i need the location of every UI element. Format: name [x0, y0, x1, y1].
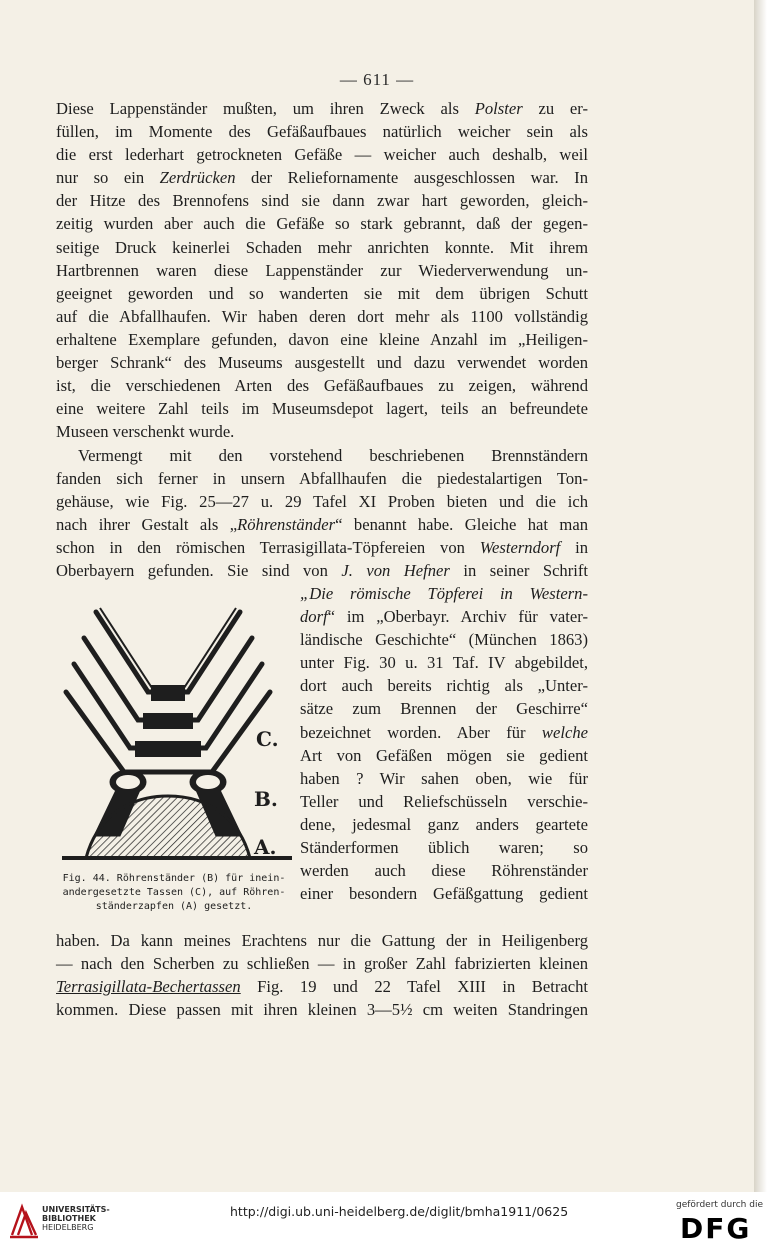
text-line: der Hitze des Brennofens sind sie dann zwar hart geworden, gleich- — [56, 191, 588, 211]
text-line: Vermengt mit den vorstehend beschriebenen Brennständern — [78, 445, 588, 465]
text-line: eine weitere Zahl teils im Museumsdepot lagert, teils an befreundete — [56, 399, 588, 419]
label-c: C. — [256, 727, 279, 751]
text-line: Museen verschenkt wurde. — [56, 422, 235, 442]
figure-caption — [52, 872, 296, 914]
label-a: A. — [254, 835, 277, 859]
text-line: ländische Geschichte“ (München 1863) — [300, 630, 588, 650]
text-line: Hartbrennen waren diese Lappenständer zur Wiederverwendung un- — [56, 260, 588, 280]
text-line: gehäuse, wie Fig. 25—27 u. 29 Tafel XI Proben bieten und die ich — [56, 491, 588, 511]
dfg-logo[interactable]: DFG — [680, 1212, 752, 1245]
text-line: dort auch bereits richtig als „Unter- — [300, 676, 588, 696]
paragraph-2-wrap — [300, 582, 588, 905]
text-line: haben ? Wir sahen oben, wie für — [300, 768, 588, 788]
text-line: zeitig wurden aber auch die Gefäße so stark gebrannt, daß der gegen- — [56, 214, 588, 234]
text-line: berger Schrank“ des Museums ausgestellt und dazu verwendet worden — [56, 353, 588, 373]
paragraph-3 — [56, 929, 588, 1021]
page-number: — 611 — — [339, 70, 415, 89]
caption-line: Fig. 44. Röhrenständer (B) für inein- — [62, 873, 286, 884]
caption-line: andergesetzte Tassen (C), auf Röhren- — [62, 887, 286, 898]
page-edge-shadow — [754, 0, 767, 1192]
text-line: füllen, im Momente des Gefäßaufbaues natürlich weicher sein als — [56, 122, 588, 142]
text-line: einer besondern Gefäßgattung gedient — [300, 884, 588, 904]
text-line: nur so ein Zerdrücken der Reliefornamente ausgeschlossen war. In — [56, 168, 588, 188]
figure-44-illustration — [56, 600, 296, 870]
text-line: werden auch diese Röhrenständer — [300, 861, 588, 881]
text-line: nach ihrer Gestalt als „Röhrenständer“ benannt habe. Gleiche hat man — [56, 514, 588, 534]
text-line: unter Fig. 30 u. 31 Taf. IV abgebildet, — [300, 653, 588, 673]
text-line: Teller und Reliefschüsseln verschie- — [300, 791, 588, 811]
text-line: Ständerformen üblich waren; so — [300, 838, 588, 858]
caption-line: ständerzapfen (A) gesetzt. — [95, 901, 253, 912]
text-line: dorf“ im „Oberbayr. Archiv für vater- — [300, 607, 588, 627]
text-line: — nach den Scherben zu schließen — in großer Zahl fabrizierten kleinen — [56, 954, 588, 974]
text-line: Diese Lappenständer mußten, um ihren Zweck als Polster zu er- — [56, 99, 588, 118]
permalink-url[interactable]: http://digi.ub.uni-heidelberg.de/diglit/bmha1911/0625 — [230, 1204, 569, 1219]
text-line: Art von Gefäßen mögen sie gedient — [300, 745, 588, 765]
text-line: geeignet geworden und so wanderten sie mit dem übrigen Schutt — [56, 283, 588, 303]
text-line: Terrasigillata-Bechertassen Fig. 19 und 22 Tafel XIII in Betracht — [56, 977, 588, 997]
library-name-line: HEIDELBERG — [42, 1223, 94, 1232]
text-line: haben. Da kann meines Erachtens nur die Gattung der in Heiligenberg — [56, 931, 588, 950]
text-line: fanden sich ferner in unsern Abfallhaufen die piedestalartigen Ton- — [56, 468, 588, 488]
sponsor-label: gefördert durch die — [676, 1200, 763, 1210]
text-line: dene, jedesmal ganz anders geartete — [300, 814, 588, 834]
label-b: B. — [254, 787, 278, 811]
text-line: ist, die verschiedenen Arten des Gefäßaufbaues zu zeigen, während — [56, 376, 588, 396]
library-name-line: UNIVERSITÄTS- — [42, 1205, 110, 1214]
text-line: die erst lederhart getrockneten Gefäße — weicher auch deshalb, weil — [56, 145, 588, 165]
text-line: kommen. Diese passen mit ihren kleinen 3—5½ cm weiten Standringen — [56, 1000, 588, 1020]
text-line: auf die Abfallhaufen. Wir haben deren dort mehr als 1100 vollständig — [56, 306, 588, 326]
library-name-line: BIBLIOTHEK — [42, 1214, 96, 1223]
text-line: Oberbayern gefunden. Sie sind von J. von Hefner in seiner Schrift — [56, 560, 589, 580]
paragraph-1 — [56, 97, 588, 443]
text-line: schon in den römischen Terrasigillata-Töpfereien von Westerndorf in — [56, 537, 588, 557]
library-name — [42, 1205, 110, 1232]
text-line: bezeichnet worden. Aber für welche — [300, 722, 588, 742]
text-line: sätze zum Brennen der Geschirre“ — [300, 699, 588, 719]
text-line: „Die römische Töpferei in Western- — [300, 584, 588, 603]
text-line: seitige Druck keinerlei Schaden mehr anrichten konnte. Mit ihrem — [56, 237, 588, 257]
text-line: erhaltene Exemplare gefunden, davon eine kleine Anzahl im „Heiligen- — [56, 329, 588, 349]
paragraph-2 — [56, 444, 588, 583]
